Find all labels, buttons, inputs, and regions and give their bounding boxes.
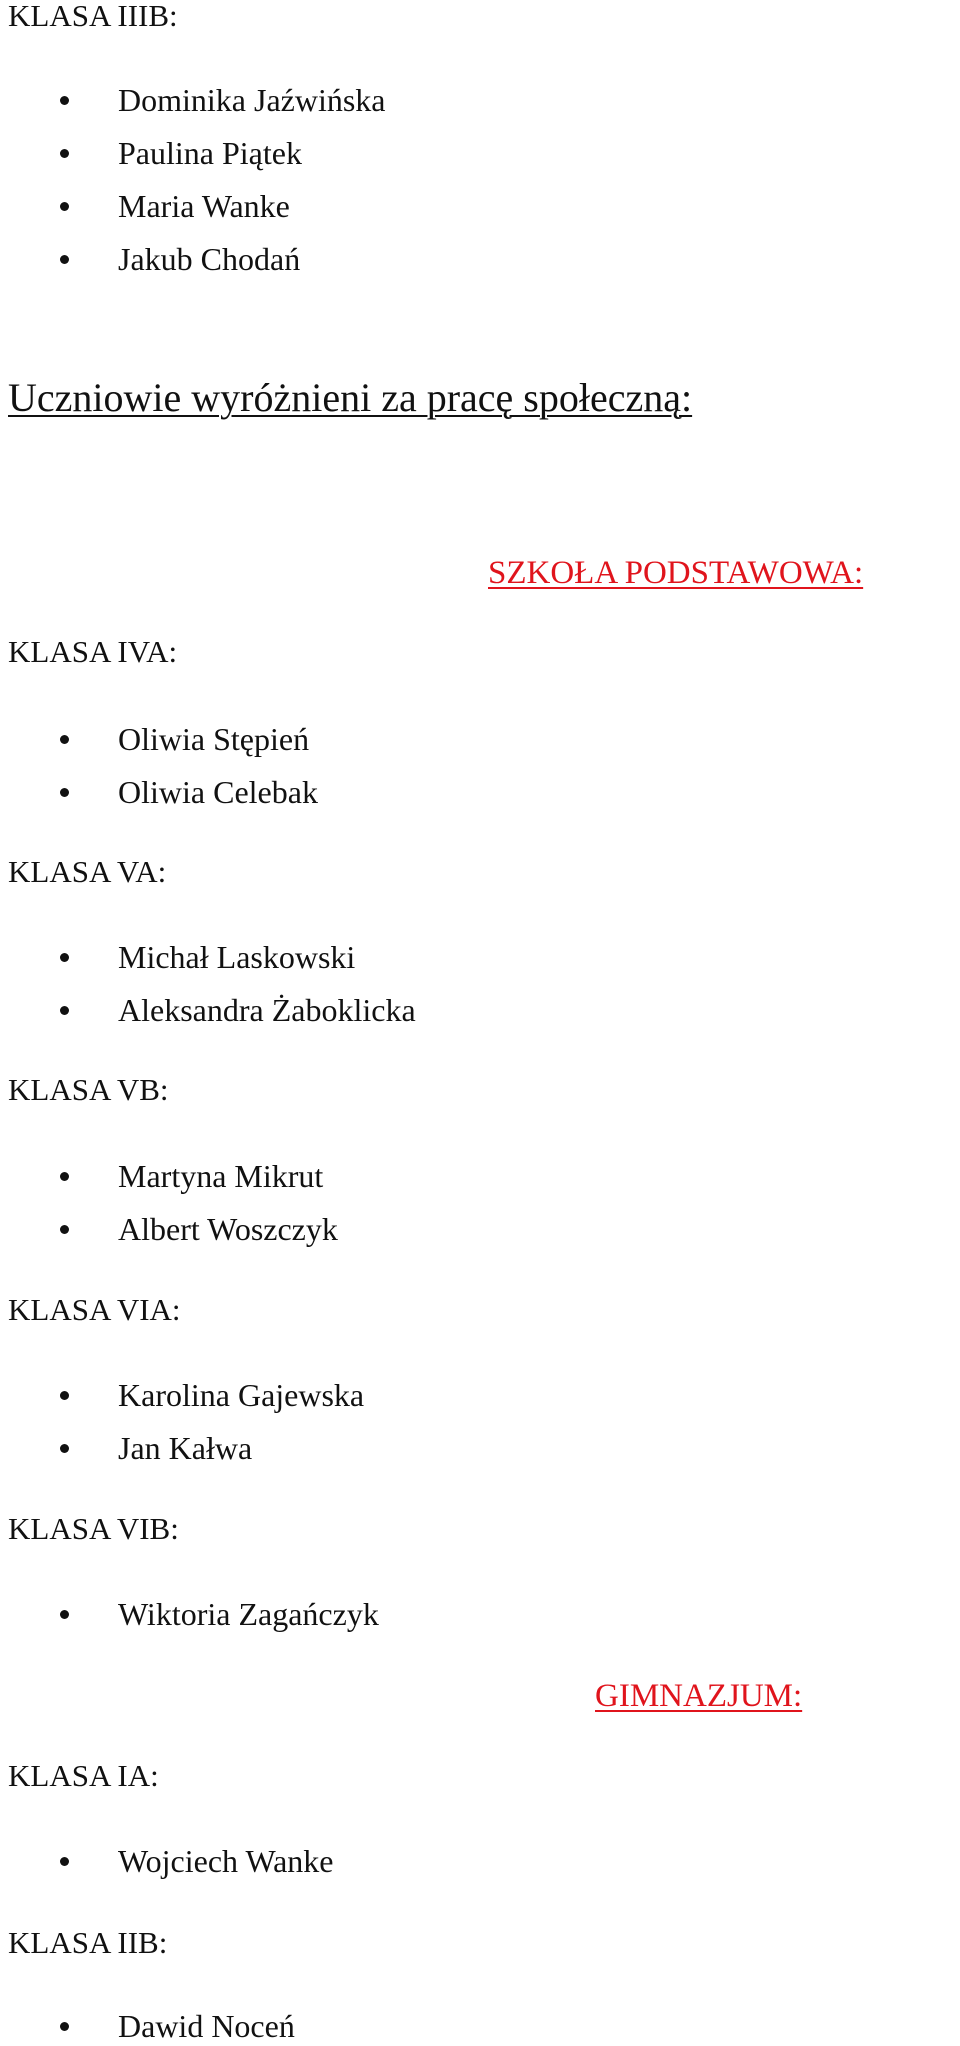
bullet-icon <box>60 1857 69 1866</box>
student-name: Karolina Gajewska <box>118 1376 365 1413</box>
list-item <box>60 1841 334 1881</box>
bullet-icon <box>60 149 69 158</box>
student-name: Jakub Chodań <box>118 240 301 277</box>
class-heading-via: KLASA VIA: <box>8 1292 181 1327</box>
gymnasium-heading: GIMNAZJUM: <box>595 1678 803 1714</box>
list-item <box>60 239 300 279</box>
list-item <box>60 133 302 173</box>
list-item <box>60 772 318 812</box>
list-item <box>60 937 355 977</box>
student-name: Paulina Piątek <box>118 134 302 171</box>
bullet-icon <box>60 788 69 797</box>
class-heading-vib: KLASA VIB: <box>8 1511 179 1546</box>
class-heading-vb: KLASA VB: <box>8 1072 169 1107</box>
primary-school-heading: SZKOŁA PODSTAWOWA: <box>488 555 864 591</box>
student-name: Wojciech Wanke <box>118 1842 334 1879</box>
bullet-icon <box>60 1172 69 1181</box>
bullet-icon <box>60 735 69 744</box>
list-item <box>60 2006 295 2046</box>
bullet-icon <box>60 953 69 962</box>
class-heading-ia: KLASA IA: <box>8 1758 159 1793</box>
class-heading-iib: KLASA IIB: <box>8 1925 168 1960</box>
bullet-icon <box>60 1225 69 1234</box>
class-heading-iva: KLASA IVA: <box>8 634 178 669</box>
list-item <box>60 1428 252 1468</box>
bullet-icon <box>60 255 69 264</box>
bullet-icon <box>60 1391 69 1400</box>
student-name: Oliwia Stępień <box>118 720 310 757</box>
bullet-icon <box>60 1610 69 1619</box>
student-name: Wiktoria Zagańczyk <box>118 1595 379 1632</box>
student-name: Michał Laskowski <box>118 938 356 975</box>
list-item <box>60 1209 338 1249</box>
section-title: Uczniowie wyróżnieni za pracę społeczną: <box>8 375 693 420</box>
student-name: Maria Wanke <box>118 187 290 224</box>
bullet-icon <box>60 1444 69 1453</box>
bullet-icon <box>60 202 69 211</box>
student-name: Albert Woszczyk <box>118 1210 338 1247</box>
list-item <box>60 1156 323 1196</box>
class-heading-iiib: KLASA IIIB: <box>8 0 178 33</box>
class-heading-va: KLASA VA: <box>8 854 167 889</box>
list-item <box>60 1594 379 1634</box>
student-name: Oliwia Celebak <box>118 773 318 810</box>
student-name: Dominika Jaźwińska <box>118 81 386 118</box>
student-name: Martyna Mikrut <box>118 1157 324 1194</box>
list-item <box>60 990 416 1030</box>
student-name: Jan Kałwa <box>118 1429 253 1466</box>
bullet-icon <box>60 96 69 105</box>
bullet-icon <box>60 2022 69 2031</box>
list-item <box>60 186 290 226</box>
student-name: Dawid Noceń <box>118 2007 295 2044</box>
list-item <box>60 719 309 759</box>
list-item <box>60 1375 364 1415</box>
bullet-icon <box>60 1006 69 1015</box>
student-name: Aleksandra Żaboklicka <box>118 991 416 1028</box>
list-item <box>60 80 386 120</box>
